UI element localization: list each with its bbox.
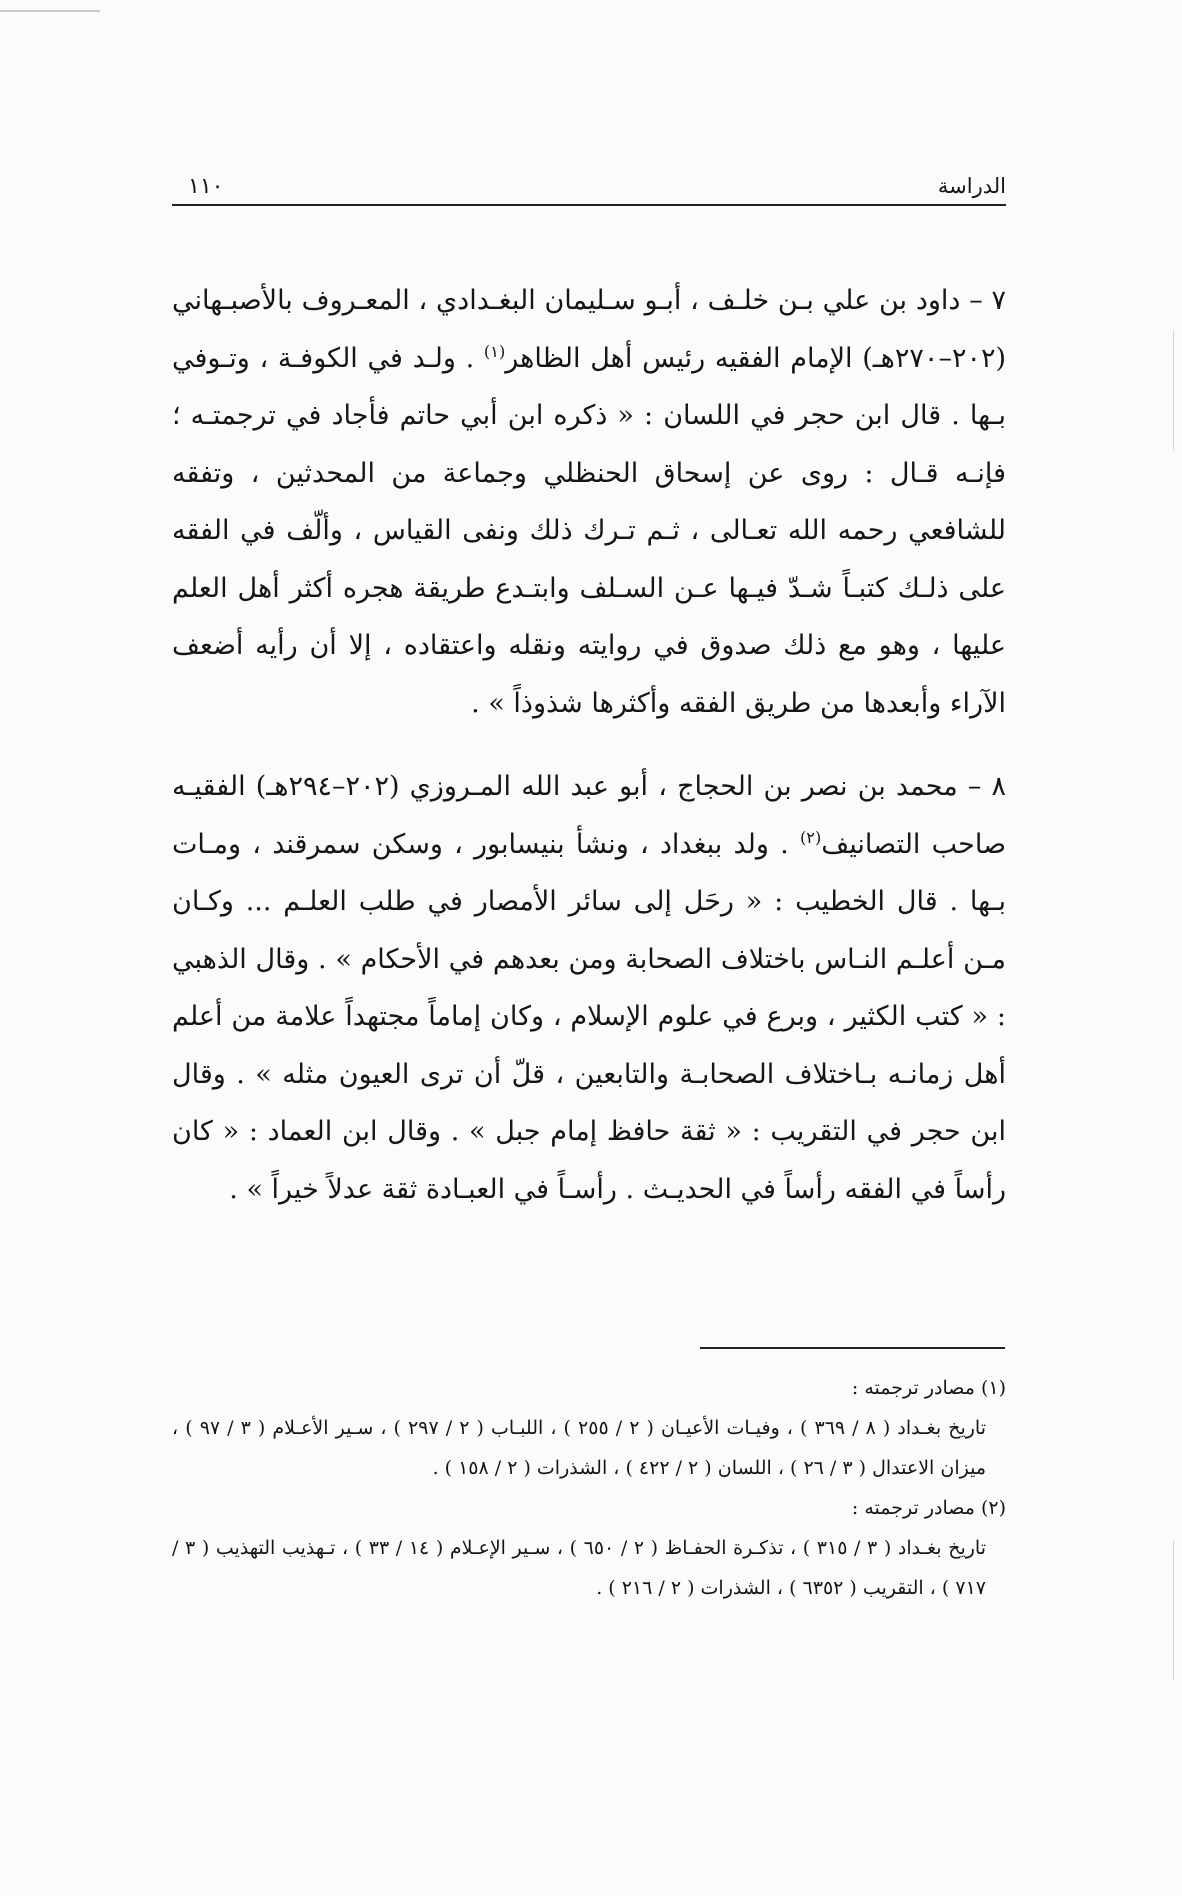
footnote-rule [700,1347,1005,1349]
paragraph-muhammad [172,758,1006,1218]
footnote-title: (٢) مصادر ترجمته : [851,1497,1006,1519]
header-rule [172,204,1006,206]
footnote-marker: (١) [483,341,506,361]
running-title: الدراسة [937,174,1006,198]
page-header [172,172,1006,212]
paragraph-dawud [172,272,1006,732]
footnote-text: تاريخ بغـداد ( ٨ / ٣٦٩ ) ، وفيـات الأعيـان ( ٢ / ٢٥٥ ) ، اللبـاب ( ٢ / ٢٩٧ ) ، سـير الأعـلام ( ٣ / ٩٧ ) ، ميزان الاعتدال ( ٣ / ٢٦ ) ، اللسان ( ٢ / ٤٢٢ ) ، الشذرات ( ٢ / ١٥٨ ) . [172,1417,987,1479]
paragraph-text: ٨ – محمد بن نصر بن الحجاج ، أبو عبد الله المـروزي (٢٠٢–٢٩٤هـ) الفقيـه صاحب التصانيف [172,771,1006,860]
scan-artifact [1173,330,1174,450]
scan-artifact [1173,1540,1174,1680]
footnote-marker: (٢) [799,827,822,847]
footnote-title: (١) مصادر ترجمته : [851,1377,1006,1399]
footnotes [172,1368,1006,1608]
paragraph-text: ٧ – داود بن علي بـن خلـف ، أبـو سـليمان البغـدادي ، المعـروف بالأصبـهاني (٢٠٢–٢٧٠هـ) الإمام الفقيه رئيس أهل الظاهر [172,285,1006,374]
paragraph-text-continued: . ولد ببغداد ، ونشأ بنيسابور ، وسكن سمرقند ، ومـات بـها . قال الخطيب : « رحَل إلى سائر الأمصار في طلب العلـم ... وكـان مـن أعلـم النـاس باختلاف الصحابة ومن بعدهم في الأحكام » . وقال الذهبي : « كتب الكثير ، وبرع في علوم الإسلام ، وكان إماماً مجتهداً علامة من أعلم أهل زمانـه بـاختلاف الصحابـة والتابعين ، قلّ أن ترى العيون مثله » . وقال ابن حجر في التقريب : « ثقة حافظ إمام جبل » . وقال ابن العماد : « كان رأساً في الفقه رأساً في الحديـث . رأسـاً في العبـادة ثقة عدلاً خيراً » . [172,828,1006,1205]
main-text [172,272,1006,1218]
footnote-text: تاريخ بغـداد ( ٣ / ٣١٥ ) ، تذكـرة الحفـاظ ( ٢ / ٦٥٠ ) ، سـير الإعـلام ( ١٤ / ٣٣ ) ، تـهذيب التهذيب ( ٣ / ٧١٧ ) ، التقريب ( ٦٣٥٢ ) ، الشذرات ( ٢ / ٢١٦ ) . [172,1537,986,1599]
page-number: ١١٠ [188,174,224,199]
paragraph-text-continued: . ولـد في الكوفـة ، وتـوفي بـها . قال ابن حجر في اللسان : « ذكره ابن أبي حاتم فأجاد في ترجمتـه ؛ فإنـه قـال : روى عن إسحاق الحنظلي وجماعة من المحدثين ، وتفقه للشافعي رحمه الله تعـالى ، ثـم تـرك ذلك ونفى القياس ، وألّف في الفقه على ذلـك كتبـاً شـدّ فيـها عـن السـلف وابتـدع طريقة هجره أكثر أهل العلم عليها ، وهو مع ذلك صدوق في روايته ونقله واعتقاده ، إلا أن رأيه أضعف الآراء وأبعدها من طريق الفقه وأكثرها شذوذاً » . [172,342,1006,719]
scan-edge-line [0,10,100,12]
